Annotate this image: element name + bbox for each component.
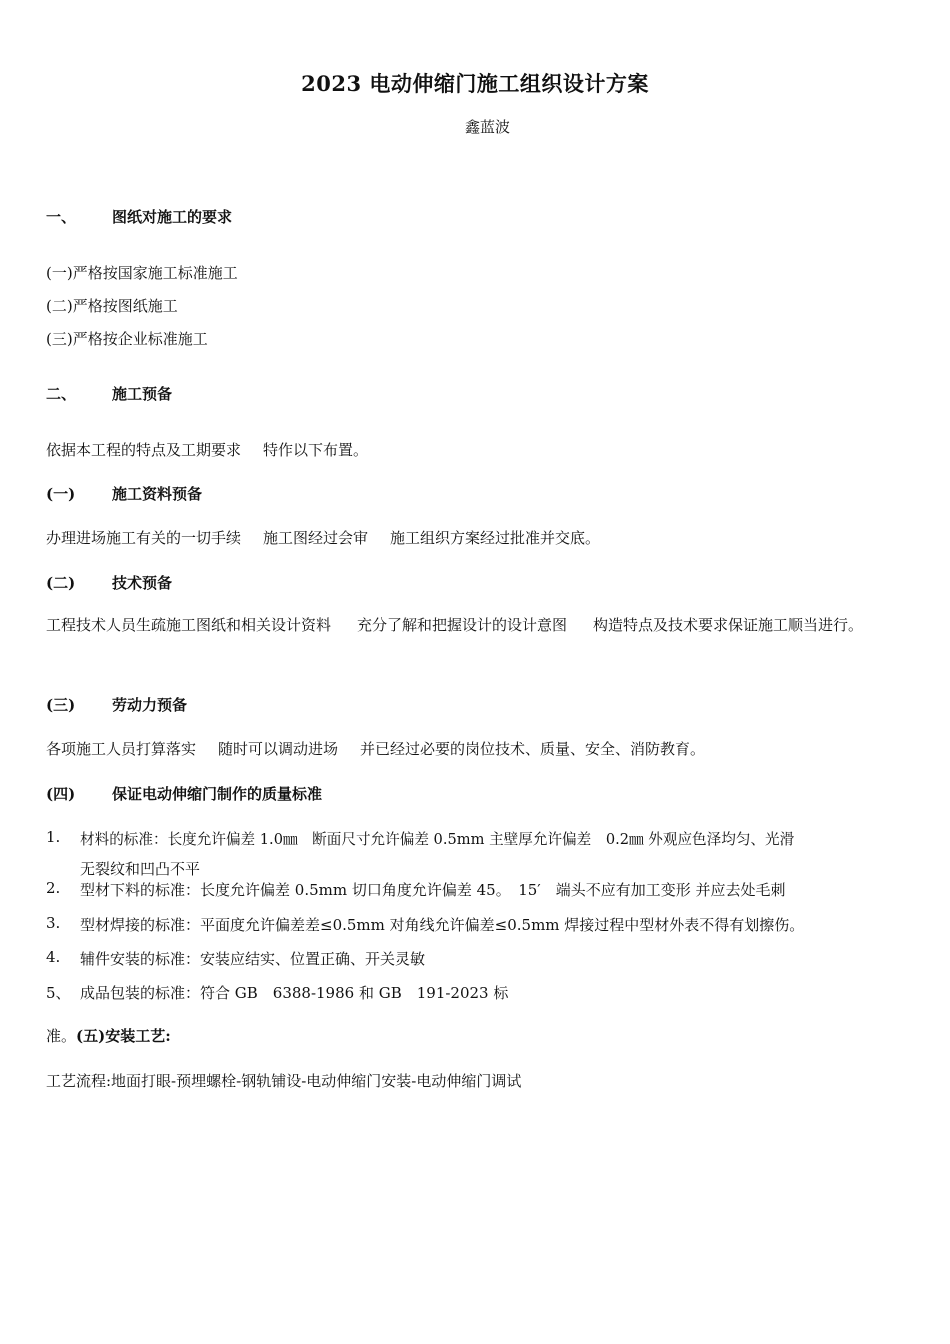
subsection-1-title: 施工资料预备 [112, 485, 203, 503]
document-author: 鑫蓝波 [464, 118, 510, 136]
subsection-4-heading [46, 783, 322, 804]
section-2-intro-part-a: 依据本工程的特点及工期要求 [46, 441, 242, 459]
subsection-3-text-b: 随时可以调动进场 [218, 740, 339, 758]
subsection-3-number: (三) [46, 696, 76, 714]
standard-1-number: 1. [46, 828, 61, 846]
standard-2-number: 2. [46, 879, 61, 897]
section-1-heading [46, 206, 232, 227]
subsection-3-text-a: 各项施工人员打算落实 [46, 740, 197, 758]
section-2-intro-part-b: 特作以下布置。 [263, 441, 369, 459]
subsection-2-number: (二) [46, 574, 76, 592]
subsection-5-heading-line [46, 1025, 171, 1046]
standard-3-text: 型材焊接的标准：平面度允许偏差差≤0.5mm 对角线允许偏差≤0.5mm 焊接过程中型材外表不得有划擦伤。 [80, 916, 805, 934]
section-2-title: 施工预备 [112, 385, 173, 403]
subsection-5-title: (五)安装工艺: [76, 1027, 171, 1045]
section-2-number: 二、 [46, 385, 77, 403]
subsection-3-title: 劳动力预备 [112, 696, 188, 714]
section-1-item-3: (三)严格按企业标准施工 [46, 330, 208, 348]
document-title: 2023 电动伸缩门施工组织设计方案 [301, 71, 649, 96]
subsection-3-heading [46, 694, 187, 715]
subsection-2-text-a: 工程技术人员生疏施工图纸和相关设计资料 [46, 616, 332, 634]
subsection-1-text-a: 办理进场施工有关的一切手续 [46, 529, 242, 547]
subsection-1-text-b: 施工图经过会审 [263, 529, 369, 547]
standard-3-number: 3. [46, 914, 61, 932]
section-2-heading [46, 383, 172, 404]
section-1-title: 图纸对施工的要求 [112, 208, 233, 226]
standard-4-text: 辅件安装的标准：安装应结实、位置正确、开关灵敏 [80, 950, 426, 968]
standard-1-line-1: 材料的标准：长度允许偏差 1.0㎜ 断面尺寸允许偏差 0.5mm 主壁厚允许偏差 0.2㎜ 外观应色泽均匀、光滑 [80, 831, 795, 848]
subsection-1-heading [46, 483, 202, 504]
subsection-3-text-c: 并已经过必要的岗位技术、质量、安全、消防教育。 [360, 740, 706, 758]
process-flow-text: 工艺流程:地面打眼-预埋螺栓-钢轨铺设-电动伸缩门安装-电动伸缩门调试 [46, 1072, 522, 1090]
subsection-2-text [46, 609, 908, 642]
subsection-2-text-c: 构造特点及技术要求保证施工顺当进行。 [593, 616, 864, 634]
section-1-item-2: (二)严格按图纸施工 [46, 297, 178, 315]
standard-4-number: 4. [46, 948, 61, 966]
standard-5-text: 成品包装的标准：符合 GB 6388-1986 和 GB 191-2023 标 [80, 984, 509, 1002]
standard-2-text: 型材下料的标准：长度允许偏差 0.5mm 切口角度允许偏差 45。 15′ 端头不应有加工变形 并应去处毛刺 [80, 881, 786, 899]
subsection-5-prefix: 准。 [46, 1027, 77, 1045]
standard-5-number: 5、 [46, 984, 71, 1002]
section-1-item-1: (一)严格按国家施工标准施工 [46, 264, 238, 282]
section-2-intro [46, 439, 368, 460]
subsection-1-text [46, 527, 600, 548]
subsection-2-title: 技术预备 [112, 574, 173, 592]
subsection-2-text-b: 充分了解和把握设计的设计意图 [357, 616, 568, 634]
subsection-4-number: (四) [46, 785, 76, 803]
subsection-1-text-c: 施工组织方案经过批准并交底。 [390, 529, 601, 547]
section-1-number: 一、 [46, 208, 77, 226]
subsection-4-title: 保证电动伸缩门制作的质量标准 [112, 785, 323, 803]
subsection-1-number: (一) [46, 485, 76, 503]
subsection-3-text [46, 738, 705, 759]
subsection-2-heading [46, 572, 172, 593]
standard-1-line-2: 无裂纹和凹凸不平 [80, 860, 201, 878]
